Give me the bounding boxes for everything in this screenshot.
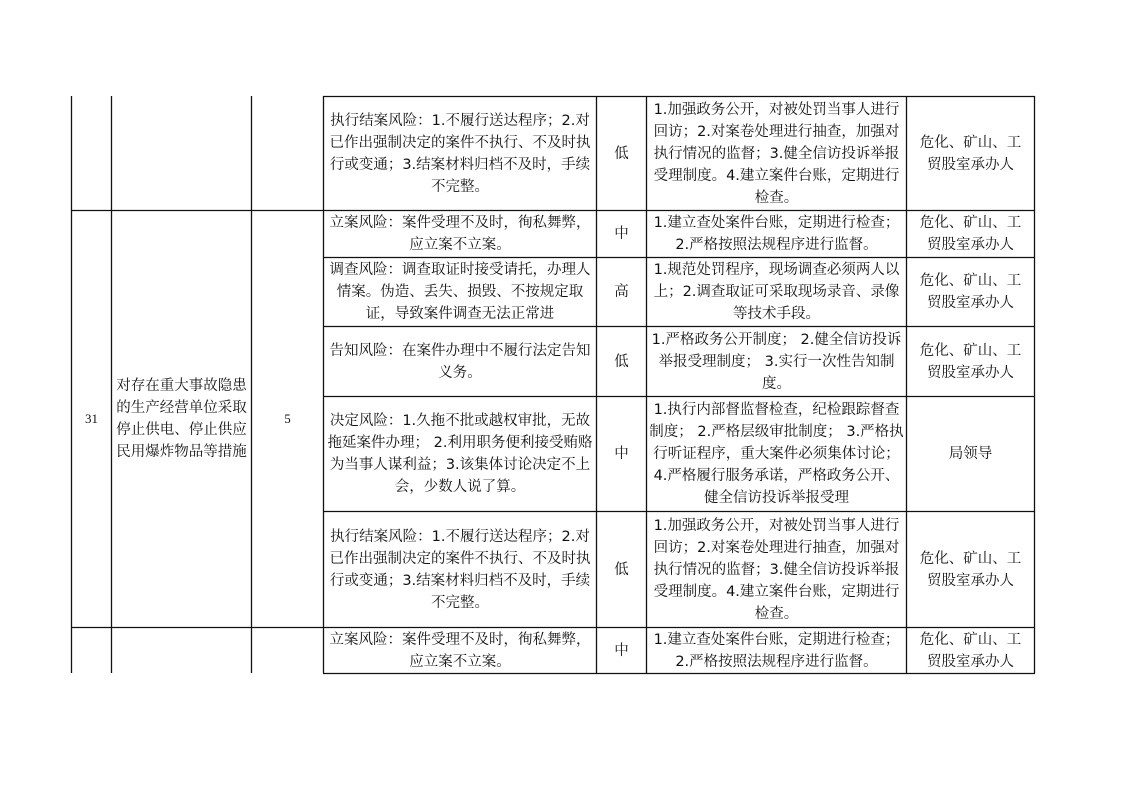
- measures-cell: 1.严格政务公开制度； 2.健全信访投诉举报受理制度； 3.实行一次性告知制度。: [651, 331, 902, 392]
- risk-cell: 决定风险：1.久拖不批或越权审批，无故拖延案件办理； 2.利用职务便利接受贿赂为当事人谋利益；3.该集体讨论决定不上会，少数人说了算。: [327, 413, 593, 495]
- bottom-responsible-cell: 危化、矿山、工贸股室承办人: [919, 631, 1022, 670]
- top-responsible-cell: 危化、矿山、工贸股室承办人: [919, 134, 1022, 173]
- responsible-cell: 危化、矿山、工贸股室承办人: [919, 215, 1022, 253]
- risk-cell: 告知风险：在案件办理中不履行法定告知义务。: [329, 342, 591, 381]
- bottom-measures-cell: 1.建立查处案件台账，定期进行检查；2.严格按照法规程序进行监督。: [653, 631, 900, 670]
- risk-cell: 调查风险：调查取证时接受请托，办理人情案。伪造、丢失、损毁、不按规定取证，导致案件调查无法正常进: [329, 262, 591, 322]
- top-level-cell: 低: [614, 145, 629, 162]
- top-measures-cell: 1.加强政务公开，对被处罚当事人进行回访；2.对案卷处理进行抽查，加强对执行情况的监督；3.健全信访投诉举报受理制度。4.建立案件台账，定期进行检查。: [653, 101, 900, 206]
- responsible-cell: 危化、矿山、工贸股室承办人: [919, 342, 1022, 381]
- row-number: 31: [85, 411, 98, 426]
- level-cell: 高: [614, 284, 629, 300]
- item-name: 对存在重大事故隐患的生产经营单位采取停止供电、停止供应民用爆炸物品等措施: [116, 378, 247, 460]
- measures-cell: 1.规范处罚程序，现场调查必须两人以上；2.调查取证可采取现场录音、录像等技术手段。: [653, 262, 900, 322]
- measures-cell: 1.加强政务公开，对被处罚当事人进行回访；2.对案卷处理进行抽查，加强对执行情况的监督；3.健全信访投诉举报受理制度。4.建立案件台账，定期进行检查。: [653, 517, 900, 622]
- bottom-risk-cell: 立案风险：案件受理不及时，徇私舞弊，应立案不立案。: [329, 631, 591, 670]
- level-cell: 低: [614, 561, 629, 578]
- risk-cell: 立案风险：案件受理不及时，徇私舞弊，应立案不立案。: [329, 215, 591, 253]
- level-cell: 中: [614, 446, 629, 462]
- item-count: 5: [284, 411, 291, 426]
- level-cell: 中: [614, 226, 629, 242]
- measures-cell: 1.执行内部督监督检查，纪检跟踪督查制度； 2.严格层级审批制度； 3.严格执行听证程序，重大案件必须集体讨论； 4.严格履行服务承诺，严格政务公开、健全信访投诉举报受理: [649, 402, 904, 506]
- responsible-cell: 局领导: [948, 446, 993, 462]
- level-cell: 低: [614, 353, 629, 370]
- bottom-level-cell: 中: [614, 642, 629, 659]
- responsible-cell: 危化、矿山、工贸股室承办人: [919, 273, 1022, 311]
- responsible-cell: 危化、矿山、工贸股室承办人: [919, 550, 1022, 589]
- top-risk-cell: 执行结案风险：1.不履行送达程序；2.对已作出强制决定的案件不执行、不及时执行或变通；3.结案材料归档不及时，手续不完整。: [329, 112, 591, 195]
- risk-cell: 执行结案风险：1.不履行送达程序；2.对已作出强制决定的案件不执行、不及时执行或变通；3.结案材料归档不及时，手续不完整。: [329, 528, 591, 611]
- measures-cell: 1.建立查处案件台账，定期进行检查；2.严格按照法规程序进行监督。: [653, 215, 900, 253]
